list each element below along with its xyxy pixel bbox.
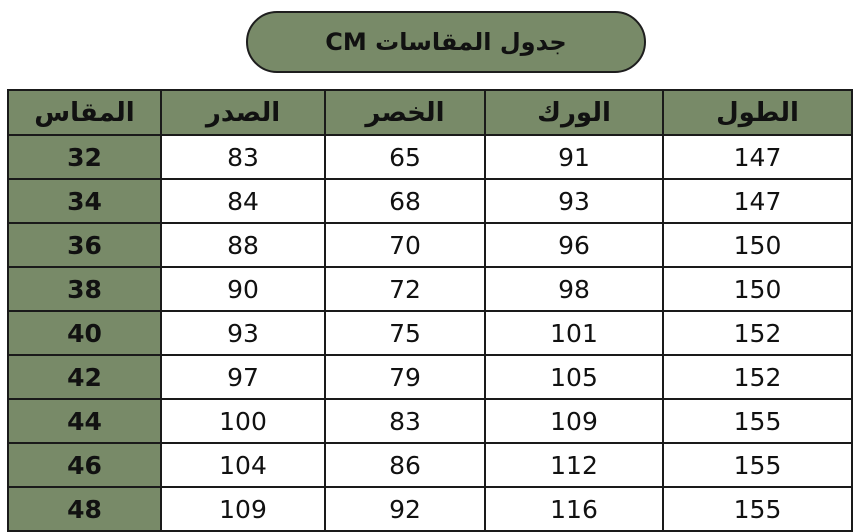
table-row: [8, 355, 852, 399]
table-row: [8, 487, 852, 531]
cell-waist: 65: [325, 135, 485, 179]
cell-chest: 109: [161, 487, 325, 531]
table-row: [8, 223, 852, 267]
cell-size: 36: [8, 223, 161, 267]
cell-waist: 92: [325, 487, 485, 531]
cell-length: 147: [663, 179, 852, 223]
header-waist: الخصر: [325, 90, 485, 135]
cell-hip: 96: [485, 223, 663, 267]
cell-length: 150: [663, 223, 852, 267]
table-row: [8, 311, 852, 355]
cell-length: 150: [663, 267, 852, 311]
header-size: المقاس: [8, 90, 161, 135]
table-row: [8, 135, 852, 179]
cell-length: 155: [663, 399, 852, 443]
cell-length: 152: [663, 311, 852, 355]
table-row: [8, 179, 852, 223]
size-chart-table: [7, 89, 853, 532]
header-length: الطول: [663, 90, 852, 135]
cell-size: 40: [8, 311, 161, 355]
cell-length: 155: [663, 443, 852, 487]
cell-chest: 104: [161, 443, 325, 487]
cell-waist: 83: [325, 399, 485, 443]
cell-hip: 105: [485, 355, 663, 399]
cell-hip: 109: [485, 399, 663, 443]
table-body: [8, 135, 852, 531]
cell-waist: 86: [325, 443, 485, 487]
table-row: [8, 399, 852, 443]
cell-hip: 112: [485, 443, 663, 487]
cell-hip: 101: [485, 311, 663, 355]
cell-hip: 116: [485, 487, 663, 531]
cell-chest: 88: [161, 223, 325, 267]
table-header-row: [8, 90, 852, 135]
cell-chest: 83: [161, 135, 325, 179]
cell-hip: 91: [485, 135, 663, 179]
table-row: [8, 443, 852, 487]
header-chest: الصدر: [161, 90, 325, 135]
cell-size: 38: [8, 267, 161, 311]
cell-hip: 93: [485, 179, 663, 223]
cell-waist: 72: [325, 267, 485, 311]
cell-hip: 98: [485, 267, 663, 311]
cell-length: 155: [663, 487, 852, 531]
cell-size: 42: [8, 355, 161, 399]
cell-waist: 70: [325, 223, 485, 267]
cell-waist: 79: [325, 355, 485, 399]
cell-chest: 84: [161, 179, 325, 223]
cell-chest: 93: [161, 311, 325, 355]
cell-waist: 68: [325, 179, 485, 223]
cell-size: 32: [8, 135, 161, 179]
size-chart-title: جدول المقاسات CM: [246, 11, 646, 73]
header-hip: الورك: [485, 90, 663, 135]
cell-chest: 90: [161, 267, 325, 311]
cell-chest: 100: [161, 399, 325, 443]
cell-waist: 75: [325, 311, 485, 355]
cell-length: 147: [663, 135, 852, 179]
cell-size: 48: [8, 487, 161, 531]
cell-size: 46: [8, 443, 161, 487]
cell-length: 152: [663, 355, 852, 399]
cell-size: 44: [8, 399, 161, 443]
table-row: [8, 267, 852, 311]
cell-chest: 97: [161, 355, 325, 399]
cell-size: 34: [8, 179, 161, 223]
